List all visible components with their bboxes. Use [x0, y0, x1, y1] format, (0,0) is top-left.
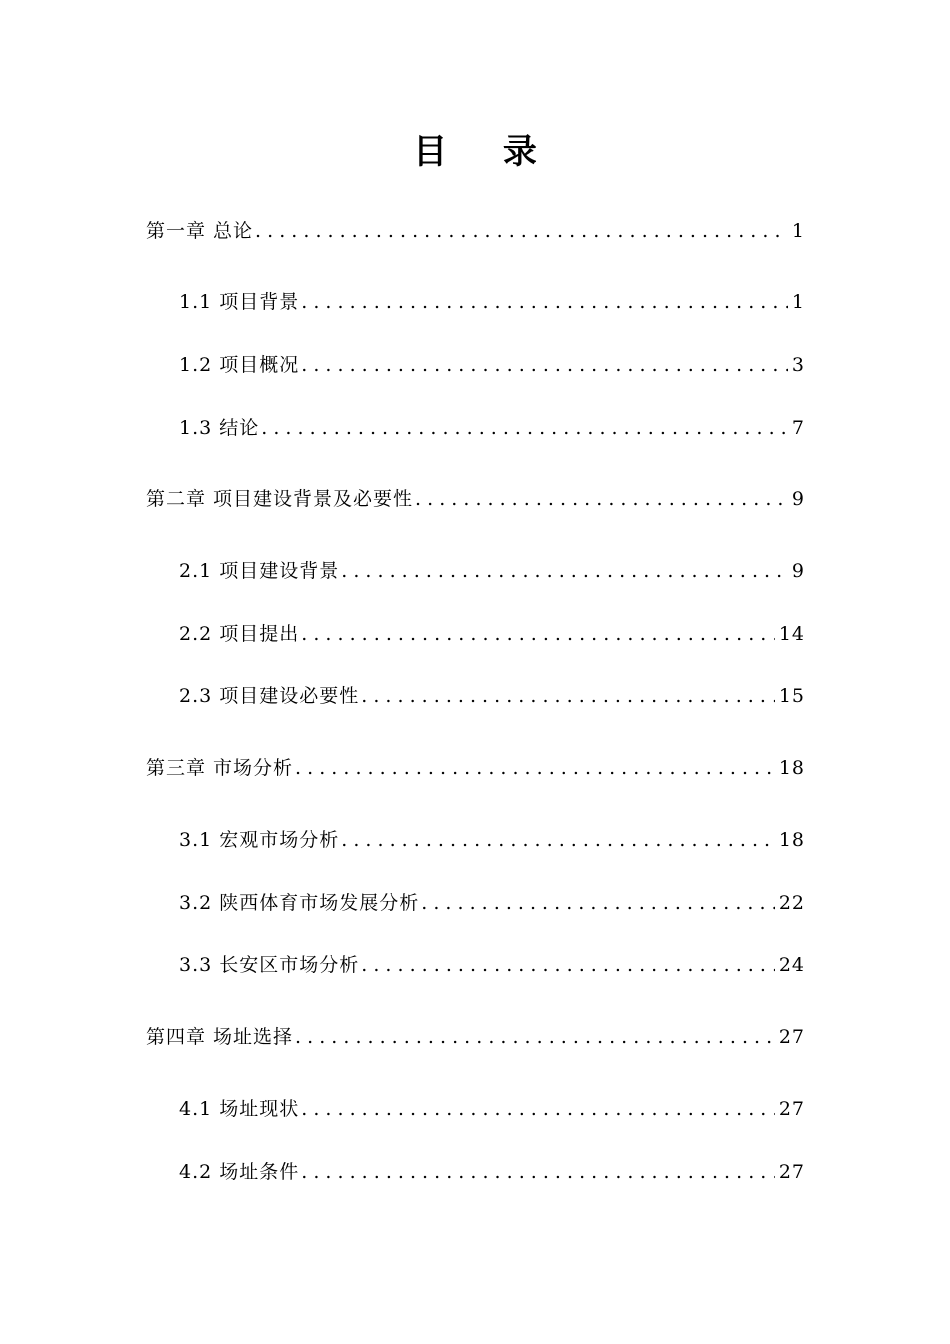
toc-entry-label: 第一章 总论 — [146, 220, 254, 242]
toc-dot-leader — [301, 619, 775, 649]
toc-entry-section-4-2[interactable] — [179, 1157, 805, 1187]
toc-dot-leader — [361, 681, 775, 711]
toc-entry-label: 3.1 宏观市场分析 — [179, 829, 340, 851]
toc-entry-chapter-3[interactable] — [146, 753, 805, 783]
toc-entry-section-2-2[interactable] — [179, 619, 805, 649]
toc-entry-label: 4.1 场址现状 — [179, 1098, 300, 1120]
toc-dot-leader — [341, 825, 775, 855]
toc-entry-page: 3 — [791, 354, 805, 376]
toc-entry-section-3-3[interactable] — [179, 950, 805, 980]
toc-entry-section-2-1[interactable] — [179, 556, 805, 586]
toc-entry-page: 18 — [778, 757, 805, 779]
toc-dot-leader — [341, 556, 788, 586]
toc-dot-leader — [301, 1157, 775, 1187]
toc-entry-label: 1.3 结论 — [179, 417, 260, 439]
toc-entry-section-1-3[interactable] — [179, 413, 805, 443]
toc-dot-leader — [255, 216, 788, 246]
toc-entry-label: 第四章 场址选择 — [146, 1026, 294, 1048]
toc-entry-label: 1.2 项目概况 — [179, 354, 300, 376]
toc-entry-page: 14 — [778, 623, 805, 645]
toc-entry-chapter-4[interactable] — [146, 1022, 805, 1052]
toc-entry-page: 27 — [778, 1161, 805, 1183]
toc-entry-section-2-3[interactable] — [179, 681, 805, 711]
toc-entry-chapter-1[interactable] — [146, 216, 805, 246]
toc-entry-label: 2.1 项目建设背景 — [179, 560, 340, 582]
toc-entry-page: 15 — [778, 685, 805, 707]
toc-entry-label: 4.2 场址条件 — [179, 1161, 300, 1183]
toc-dot-leader — [301, 1094, 775, 1124]
toc-dot-leader — [261, 413, 788, 443]
toc-dot-leader — [421, 888, 775, 918]
toc-entry-section-3-2[interactable] — [179, 888, 805, 918]
toc-entry-label: 2.2 项目提出 — [179, 623, 300, 645]
toc-dot-leader — [301, 350, 788, 380]
toc-entry-section-4-1[interactable] — [179, 1094, 805, 1124]
toc-entry-page: 7 — [791, 417, 805, 439]
toc-dot-leader — [295, 753, 775, 783]
toc-entry-page: 9 — [791, 488, 805, 510]
toc-entry-section-1-2[interactable] — [179, 350, 805, 380]
toc-entry-label: 3.3 长安区市场分析 — [179, 954, 360, 976]
toc-entry-label: 第二章 项目建设背景及必要性 — [146, 488, 414, 510]
toc-dot-leader — [301, 287, 788, 317]
toc-entry-page: 1 — [791, 291, 805, 313]
toc-dot-leader — [361, 950, 775, 980]
toc-entry-page: 24 — [778, 954, 805, 976]
toc-entry-label: 2.3 项目建设必要性 — [179, 685, 360, 707]
toc-entry-page: 27 — [778, 1026, 805, 1048]
toc-entry-label: 1.1 项目背景 — [179, 291, 300, 313]
toc-dot-leader — [295, 1022, 775, 1052]
toc-entry-label: 3.2 陕西体育市场发展分析 — [179, 892, 420, 914]
toc-entry-chapter-2[interactable] — [146, 484, 805, 514]
toc-entry-page: 9 — [791, 560, 805, 582]
toc-dot-leader — [415, 484, 788, 514]
toc-entry-page: 1 — [791, 220, 805, 242]
toc-entry-label: 第三章 市场分析 — [146, 757, 294, 779]
toc-entry-section-3-1[interactable] — [179, 825, 805, 855]
page-title: 目 录 — [413, 132, 559, 172]
toc-entry-section-1-1[interactable] — [179, 287, 805, 317]
toc-entry-page: 27 — [778, 1098, 805, 1120]
toc-entry-page: 18 — [778, 829, 805, 851]
toc-entry-page: 22 — [778, 892, 805, 914]
